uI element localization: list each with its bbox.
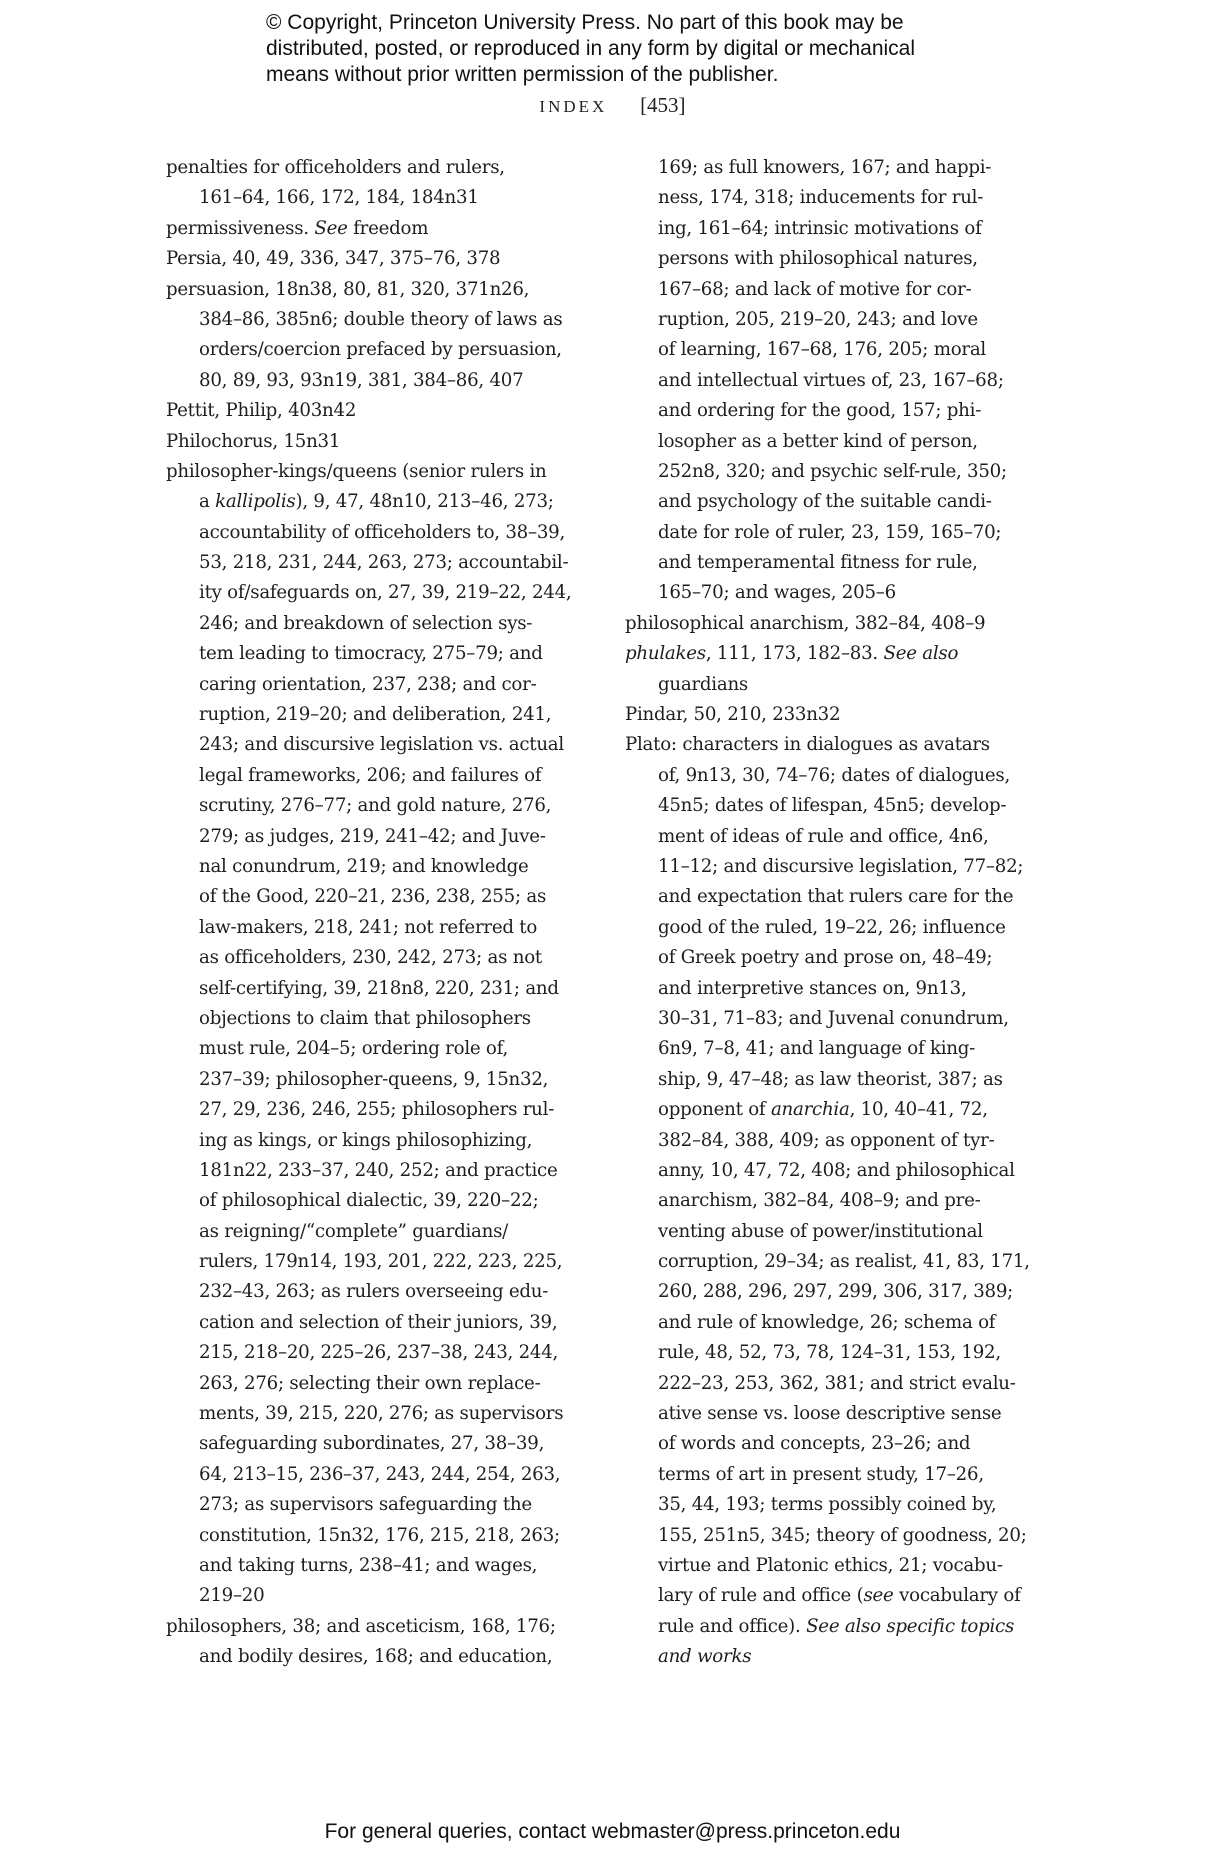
italic-text: See also [883, 643, 959, 665]
text: Pettit, Philip, 403n42 [166, 400, 357, 422]
text: good of the ruled, 19–22, 26; influence [658, 916, 1006, 938]
index-subentry-line [625, 183, 1065, 213]
italic-text: phulakes [625, 643, 706, 665]
text: legal frameworks, 206; and failures of [199, 764, 542, 786]
index-subentry-line [625, 1521, 1065, 1551]
text: of learning, 167–68, 176, 205; moral [658, 339, 986, 361]
index-subentry-line [625, 1581, 1065, 1611]
text: safeguarding subordinates, 27, 38–39, [199, 1433, 545, 1455]
text: and temperamental fitness for rule, [658, 552, 978, 574]
text: 11–12; and discursive legislation, 77–82; [658, 855, 1024, 877]
text: 167–68; and lack of motive for cor- [658, 278, 972, 300]
index-subentry-line [166, 1369, 606, 1399]
text: ment of ideas of rule and office, 4n6, [658, 825, 989, 847]
index-subentry-line [625, 305, 1065, 335]
text: must rule, 204–5; ordering role of, [199, 1038, 508, 1060]
index-subentry-line [166, 822, 606, 852]
text: and expectation that rulers care for the [658, 886, 1014, 908]
index-subentry-line [166, 183, 606, 213]
index-column-right [625, 153, 1065, 1673]
text: persons with philosophical natures, [658, 248, 978, 270]
text: 252n8, 320; and psychic self-rule, 350; [658, 460, 1007, 482]
text: cation and selection of their juniors, 39, [199, 1311, 558, 1333]
index-subentry-line [625, 275, 1065, 305]
index-subentry-line [166, 1399, 606, 1429]
text: nal conundrum, 219; and knowledge [199, 855, 529, 877]
text: and interpretive stances on, 9n13, [658, 977, 967, 999]
text: law-makers, 218, 241; not referred to [199, 916, 538, 938]
index-subentry-line [166, 943, 606, 973]
index-entry-line [166, 427, 606, 457]
index-subentry-line [625, 1217, 1065, 1247]
index-subentry-line [166, 1156, 606, 1186]
text: , 10, 40–41, 72, [849, 1099, 988, 1121]
text: of, 9n13, 30, 74–76; dates of dialogues, [658, 764, 1011, 786]
text: 27, 29, 236, 246, 255; philosophers rul- [199, 1099, 555, 1121]
text: and rule of knowledge, 26; schema of [658, 1311, 996, 1333]
copyright-line: © Copyright, Princeton University Press. No part of this book may be [266, 11, 904, 34]
text: accountability of officeholders to, 38–39, [199, 521, 566, 543]
text: , 111, 173, 182–83. [705, 643, 884, 665]
text: 6n9, 7–8, 41; and language of king- [658, 1038, 976, 1060]
index-subentry-line [166, 670, 606, 700]
index-subentry-line [166, 852, 606, 882]
index-subentry-line [166, 335, 606, 365]
text: 165–70; and wages, 205–6 [658, 582, 896, 604]
text: ruption, 205, 219–20, 243; and love [658, 308, 978, 330]
index-subentry-line [625, 1551, 1065, 1581]
index-subentry-line [166, 1277, 606, 1307]
index-subentry-line [625, 518, 1065, 548]
text: ing, 161–64; intrinsic motivations of [658, 217, 982, 239]
text: philosophical anarchism, 382–84, 408–9 [625, 612, 986, 634]
text: and bodily desires, 168; and education, [199, 1646, 553, 1668]
text: 237–39; philosopher-queens, 9, 15n32, [199, 1068, 549, 1090]
index-subentry-line [625, 214, 1065, 244]
text: Plato: characters in dialogues as avatars [625, 734, 990, 756]
index-subentry-line [166, 1642, 606, 1672]
index-subentry-line [166, 1308, 606, 1338]
italic-text: see [863, 1585, 894, 1607]
italic-text: See also specific topics [806, 1615, 1015, 1637]
index-entry-line [625, 730, 1065, 760]
italic-text: and works [658, 1646, 752, 1668]
text: anarchism, 382–84, 408–9; and pre- [658, 1190, 981, 1212]
text: 279; as judges, 219, 241–42; and Juve- [199, 825, 546, 847]
text: 45n5; dates of lifespan, 45n5; develop- [658, 795, 1007, 817]
index-subentry-line [625, 1460, 1065, 1490]
text: venting abuse of power/institutional [658, 1220, 983, 1242]
text: rule, 48, 52, 73, 78, 124–31, 153, 192, [658, 1342, 1001, 1364]
index-subentry-line [166, 1247, 606, 1277]
index-entry-line [166, 275, 606, 305]
italic-text: See [314, 217, 348, 239]
index-subentry-line [166, 548, 606, 578]
text: 169; as full knowers, 167; and happi- [658, 157, 992, 178]
text: Philochorus, 15n31 [166, 430, 341, 452]
text: Pindar, 50, 210, 233n32 [625, 704, 841, 726]
text: opponent of [658, 1099, 771, 1121]
index-subentry-line [625, 457, 1065, 487]
index-subentry-line [166, 1065, 606, 1095]
text: 80, 89, 93, 93n19, 381, 384–86, 407 [199, 369, 524, 391]
text: ness, 174, 318; inducements for rul- [658, 187, 984, 209]
index-entry-line [625, 639, 1065, 669]
section-title: INDEX [539, 97, 608, 116]
text: philosophers, 38; and asceticism, 168, 176; [166, 1615, 556, 1637]
index-subentry-line [166, 1095, 606, 1125]
index-subentry-line [625, 548, 1065, 578]
index-subentry-line [166, 578, 606, 608]
text: ruption, 219–20; and deliberation, 241, [199, 704, 552, 726]
index-subentry-line [166, 1217, 606, 1247]
italic-text: kallipolis [215, 491, 296, 513]
index-subentry-line [625, 487, 1065, 517]
index-subentry-line [625, 974, 1065, 1004]
index-subentry-line [625, 1338, 1065, 1368]
text: 64, 213–15, 236–37, 243, 244, 254, 263, [199, 1463, 561, 1485]
text: virtue and Platonic ethics, 21; vocabu- [658, 1554, 1003, 1576]
index-subentry-line [625, 882, 1065, 912]
index-subentry-line [625, 1004, 1065, 1034]
text: and ordering for the good, 157; phi- [658, 400, 982, 422]
index-subentry-line [166, 609, 606, 639]
index-subentry-line [625, 335, 1065, 365]
index-subentry-line [625, 1156, 1065, 1186]
index-subentry-line [166, 730, 606, 760]
text: corruption, 29–34; as realist, 41, 83, 171, [658, 1251, 1030, 1273]
text: 35, 44, 193; terms possibly coined by, [658, 1494, 997, 1516]
text: ), 9, 47, 48n10, 213–46, 273; [295, 491, 554, 513]
copyright-line: means without prior written permission of the publisher. [266, 63, 779, 86]
index-subentry-line [166, 1490, 606, 1520]
text: scrutiny, 276–77; and gold nature, 276, [199, 795, 552, 817]
text: ing as kings, or kings philosophizing, [199, 1129, 533, 1151]
text: permissiveness. [166, 217, 315, 239]
index-subentry-line [625, 1308, 1065, 1338]
index-entry-line [166, 396, 606, 426]
index-subentry-line [166, 1460, 606, 1490]
text: 232–43, 263; as rulers overseeing edu- [199, 1281, 549, 1303]
text: 260, 288, 296, 297, 299, 306, 317, 389; [658, 1281, 1014, 1303]
text: rule and office). [658, 1615, 807, 1637]
index-subentry-line [166, 1186, 606, 1216]
text: as officeholders, 230, 242, 273; as not [199, 947, 542, 969]
text: date for role of ruler, 23, 159, 165–70; [658, 521, 1002, 543]
index-subentry-line [625, 1642, 1065, 1672]
text: a [199, 491, 216, 513]
index-entry-line [625, 700, 1065, 730]
text: ship, 9, 47–48; as law theorist, 387; as [658, 1068, 1003, 1090]
text: constitution, 15n32, 176, 215, 218, 263; [199, 1524, 560, 1546]
index-subentry-line [625, 1277, 1065, 1307]
text: 219–20 [199, 1585, 265, 1607]
index-subentry-line [166, 1429, 606, 1459]
index-subentry-line [625, 913, 1065, 943]
index-subentry-line [625, 761, 1065, 791]
text: anny, 10, 47, 72, 408; and philosophical [658, 1159, 1015, 1181]
index-subentry-line [166, 913, 606, 943]
index-subentry-line [625, 822, 1065, 852]
text: losopher as a better kind of person, [658, 430, 978, 452]
index-subentry-line [625, 1490, 1065, 1520]
text: ments, 39, 215, 220, 276; as supervisors [199, 1403, 564, 1425]
text: 246; and breakdown of selection sys- [199, 612, 533, 634]
index-subentry-line [625, 427, 1065, 457]
footer-contact: For general queries, contact webmaster@press.princeton.edu [324, 1820, 901, 1843]
index-subentry-line [625, 153, 1065, 183]
text: 243; and discursive legislation vs. actual [199, 734, 564, 756]
text: lary of rule and office ( [658, 1585, 864, 1607]
text: rulers, 179n14, 193, 201, 222, 223, 225, [199, 1251, 563, 1273]
index-subentry-line [625, 791, 1065, 821]
running-head [0, 93, 1225, 118]
index-subentry-line [625, 1065, 1065, 1095]
index-subentry-line [166, 974, 606, 1004]
text: guardians [658, 673, 748, 695]
text: self-certifying, 39, 218n8, 220, 231; and [199, 977, 559, 999]
text: of Greek poetry and prose on, 48–49; [658, 947, 993, 969]
text: of words and concepts, 23–26; and [658, 1433, 971, 1455]
index-subentry-line [166, 882, 606, 912]
text: 181n22, 233–37, 240, 252; and practice [199, 1159, 558, 1181]
index-subentry-line [166, 366, 606, 396]
index-entry-line [166, 214, 606, 244]
text: objections to claim that philosophers [199, 1007, 531, 1029]
index-subentry-line [625, 1399, 1065, 1429]
index-subentry-line [166, 1126, 606, 1156]
text: Persia, 40, 49, 336, 347, 375–76, 378 [166, 248, 501, 270]
index-subentry-line [625, 396, 1065, 426]
index-subentry-line [166, 1521, 606, 1551]
text: orders/coercion prefaced by persuasion, [199, 339, 562, 361]
index-subentry-line [166, 305, 606, 335]
text: persuasion, 18n38, 80, 81, 320, 371n26, [166, 278, 530, 300]
text: 263, 276; selecting their own replace- [199, 1372, 541, 1394]
copyright-line: distributed, posted, or reproduced in any form by digital or mechanical [266, 37, 916, 60]
index-subentry-line [166, 1338, 606, 1368]
text: 222–23, 253, 362, 381; and strict evalu- [658, 1372, 1016, 1394]
index-subentry-line [625, 852, 1065, 882]
index-subentry-line [166, 1004, 606, 1034]
index-subentry-line [625, 670, 1065, 700]
index-subentry-line [166, 1551, 606, 1581]
text: terms of art in present study, 17–26, [658, 1463, 984, 1485]
index-subentry-line [166, 700, 606, 730]
text: and psychology of the suitable candi- [658, 491, 992, 513]
text: and intellectual virtues of, 23, 167–68; [658, 369, 1004, 391]
index-subentry-line [166, 518, 606, 548]
index-subentry-line [625, 1095, 1065, 1125]
index-subentry-line [625, 244, 1065, 274]
text: vocabulary of [893, 1585, 1021, 1607]
index-subentry-line [625, 1247, 1065, 1277]
index-column-left [166, 153, 606, 1673]
index-entry-line [166, 244, 606, 274]
index-subentry-line [166, 639, 606, 669]
text: of philosophical dialectic, 39, 220–22; [199, 1190, 539, 1212]
text: as reigning/“complete” guardians/ [199, 1220, 509, 1242]
text: 161–64, 166, 172, 184, 184n31 [199, 187, 479, 209]
index-entry-line [166, 1612, 606, 1642]
text: caring orientation, 237, 238; and cor- [199, 673, 537, 695]
text: 382–84, 388, 409; as opponent of tyr- [658, 1129, 995, 1151]
copyright-notice [266, 10, 1026, 88]
index-subentry-line [625, 1429, 1065, 1459]
text: 53, 218, 231, 244, 263, 273; accountabil- [199, 552, 569, 574]
page-number: [453] [640, 93, 686, 117]
index-entry-line [166, 153, 606, 183]
index-entry-line [625, 609, 1065, 639]
italic-text: anarchia [770, 1099, 850, 1121]
index-subentry-line [166, 487, 606, 517]
index-subentry-line [166, 1034, 606, 1064]
index-subentry-line [625, 578, 1065, 608]
index-subentry-line [625, 1126, 1065, 1156]
index-subentry-line [166, 761, 606, 791]
text: penalties for officeholders and rulers, [166, 157, 505, 178]
text: 215, 218–20, 225–26, 237–38, 243, 244, [199, 1342, 559, 1364]
index-entry-line [166, 457, 606, 487]
index-subentry-line [625, 1369, 1065, 1399]
index-subentry-line [625, 943, 1065, 973]
index-subentry-line [625, 1186, 1065, 1216]
index-subentry-line [625, 1034, 1065, 1064]
text: ative sense vs. loose descriptive sense [658, 1403, 1002, 1425]
text: philosopher-kings/queens (senior rulers in [166, 460, 547, 482]
index-subentry-line [166, 791, 606, 821]
text: and taking turns, 238–41; and wages, [199, 1554, 538, 1576]
text: tem leading to timocracy, 275–79; and [199, 643, 543, 665]
text: freedom [347, 217, 429, 239]
text: 384–86, 385n6; double theory of laws as [199, 308, 563, 330]
index-subentry-line [625, 366, 1065, 396]
index-subentry-line [166, 1581, 606, 1611]
text: ity of/safeguards on, 27, 39, 219–22, 244, [199, 582, 572, 604]
text: 30–31, 71–83; and Juvenal conundrum, [658, 1007, 1009, 1029]
text: 273; as supervisors safeguarding the [199, 1494, 532, 1516]
text: 155, 251n5, 345; theory of goodness, 20; [658, 1524, 1027, 1546]
index-subentry-line [625, 1612, 1065, 1642]
text: of the Good, 220–21, 236, 238, 255; as [199, 886, 547, 908]
